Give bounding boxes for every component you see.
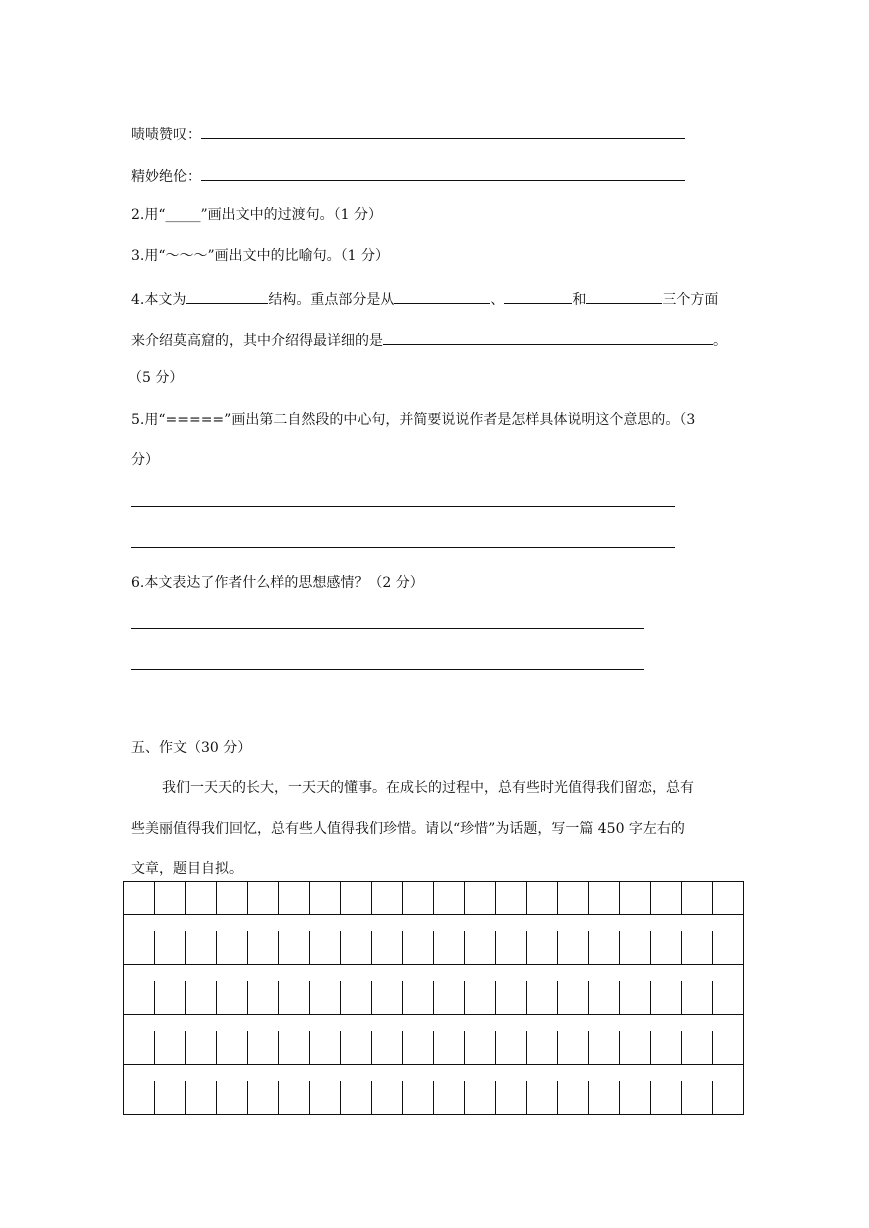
grid-cell[interactable] [496, 882, 527, 914]
grid-cell[interactable] [155, 981, 186, 1014]
grid-row-gap [123, 965, 744, 981]
grid-cell[interactable] [279, 931, 310, 964]
answer-line[interactable] [131, 506, 675, 507]
question-5-line-2: 分） [131, 452, 159, 468]
answer-blank[interactable] [383, 328, 713, 345]
grid-cell[interactable] [465, 882, 496, 914]
grid-cell[interactable] [589, 882, 620, 914]
grid-cell[interactable] [403, 931, 434, 964]
grid-cell[interactable] [465, 931, 496, 964]
grid-cell[interactable] [496, 1031, 527, 1064]
grid-cell[interactable] [217, 882, 248, 914]
question-text: 结构。重点部分是从 [268, 292, 395, 308]
grid-row [123, 981, 744, 1015]
grid-cell[interactable] [558, 1081, 589, 1114]
grid-row-gap [123, 1065, 744, 1081]
grid-cell[interactable] [186, 981, 217, 1014]
grid-cell[interactable] [682, 1031, 713, 1064]
grid-cell[interactable] [403, 981, 434, 1014]
composition-grid[interactable] [123, 881, 744, 1115]
grid-cell[interactable] [620, 931, 651, 964]
grid-cell[interactable] [124, 981, 155, 1014]
question-text: 4.本文为 [131, 292, 187, 308]
grid-cell[interactable] [279, 1031, 310, 1064]
grid-cell[interactable] [434, 981, 465, 1014]
grid-cell[interactable] [310, 931, 341, 964]
grid-cell[interactable] [620, 1031, 651, 1064]
grid-row-gap [123, 1015, 744, 1031]
grid-cell[interactable] [434, 1031, 465, 1064]
grid-cell[interactable] [248, 981, 279, 1014]
grid-cell[interactable] [682, 1081, 713, 1114]
grid-cell[interactable] [651, 1031, 682, 1064]
grid-cell[interactable] [217, 981, 248, 1014]
grid-cell[interactable] [186, 931, 217, 964]
grid-cell[interactable] [589, 931, 620, 964]
grid-cell[interactable] [248, 882, 279, 914]
grid-cell[interactable] [465, 1081, 496, 1114]
answer-blank[interactable] [201, 122, 685, 139]
grid-cell[interactable] [279, 981, 310, 1014]
grid-cell[interactable] [558, 981, 589, 1014]
grid-cell[interactable] [217, 931, 248, 964]
grid-cell[interactable] [713, 882, 743, 914]
grid-cell[interactable] [465, 1031, 496, 1064]
grid-cell[interactable] [589, 1031, 620, 1064]
question-3: 3.用“～～～”画出文中的比喻句。（1 分） [131, 248, 390, 264]
grid-cell[interactable] [403, 1031, 434, 1064]
question-text: 和 [572, 292, 587, 308]
grid-cell[interactable] [620, 1081, 651, 1114]
grid-cell[interactable] [341, 931, 372, 964]
grid-cell[interactable] [341, 1031, 372, 1064]
grid-cell[interactable] [558, 931, 589, 964]
grid-cell[interactable] [155, 931, 186, 964]
grid-cell[interactable] [434, 931, 465, 964]
grid-cell[interactable] [682, 931, 713, 964]
grid-cell[interactable] [310, 981, 341, 1014]
grid-cell[interactable] [651, 981, 682, 1014]
grid-cell[interactable] [713, 981, 743, 1014]
answer-blank[interactable] [394, 287, 490, 304]
answer-line[interactable] [131, 669, 644, 670]
grid-row [123, 1031, 744, 1065]
grid-cell[interactable] [558, 882, 589, 914]
grid-cell[interactable] [465, 981, 496, 1014]
grid-cell[interactable] [341, 981, 372, 1014]
grid-row [123, 931, 744, 965]
grid-cell[interactable] [434, 1081, 465, 1114]
question-4-score: （5 分） [128, 370, 184, 386]
grid-cell[interactable] [155, 1031, 186, 1064]
grid-cell[interactable] [589, 1081, 620, 1114]
grid-cell[interactable] [713, 1081, 743, 1114]
question-4-line-2 [131, 328, 727, 351]
grid-cell[interactable] [248, 1081, 279, 1114]
question-4-line-1 [131, 287, 718, 310]
grid-cell[interactable] [372, 981, 403, 1014]
grid-cell[interactable] [372, 1081, 403, 1114]
word-explain-2 [131, 164, 685, 187]
grid-cell[interactable] [403, 882, 434, 914]
grid-cell[interactable] [310, 1031, 341, 1064]
grid-cell[interactable] [248, 931, 279, 964]
grid-cell[interactable] [310, 882, 341, 914]
grid-cell[interactable] [620, 882, 651, 914]
answer-line[interactable] [131, 547, 675, 548]
grid-cell[interactable] [372, 931, 403, 964]
grid-cell[interactable] [496, 931, 527, 964]
composition-prompt-line-3: 文章，题目自拟。 [131, 861, 243, 877]
grid-cell[interactable] [341, 882, 372, 914]
composition-heading: 五、作文（30 分） [131, 740, 252, 756]
question-text: 、 [490, 292, 505, 308]
grid-cell[interactable] [372, 882, 403, 914]
question-2: 2.用“_____”画出文中的过渡句。（1 分） [131, 207, 383, 223]
grid-cell[interactable] [372, 1031, 403, 1064]
grid-cell[interactable] [527, 981, 558, 1014]
grid-cell[interactable] [341, 1081, 372, 1114]
grid-cell[interactable] [434, 882, 465, 914]
grid-cell[interactable] [155, 1081, 186, 1114]
grid-cell[interactable] [155, 882, 186, 914]
answer-blank[interactable] [504, 287, 572, 304]
grid-cell[interactable] [124, 931, 155, 964]
question-5-line-1: 5.用“=====”画出第二自然段的中心句，并简要说说作者是怎样具体说明这个意思的。（3 [131, 412, 696, 428]
answer-blank[interactable] [186, 287, 268, 304]
answer-blank[interactable] [586, 287, 662, 304]
word-explain-1 [131, 122, 685, 145]
word-label: 啧啧赞叹： [131, 127, 201, 143]
grid-row [123, 881, 744, 915]
grid-cell[interactable] [620, 981, 651, 1014]
answer-blank[interactable] [201, 164, 685, 181]
word-label: 精妙绝伦： [131, 169, 201, 185]
grid-cell[interactable] [527, 1031, 558, 1064]
grid-cell[interactable] [217, 1031, 248, 1064]
question-text: 。 [713, 333, 727, 349]
grid-cell[interactable] [527, 1081, 558, 1114]
grid-cell[interactable] [403, 1081, 434, 1114]
grid-cell[interactable] [186, 1081, 217, 1114]
grid-cell[interactable] [248, 1031, 279, 1064]
grid-cell[interactable] [682, 981, 713, 1014]
grid-cell[interactable] [651, 931, 682, 964]
grid-cell[interactable] [124, 1031, 155, 1064]
grid-cell[interactable] [496, 981, 527, 1014]
grid-cell[interactable] [527, 931, 558, 964]
grid-cell[interactable] [558, 1031, 589, 1064]
grid-cell[interactable] [186, 1031, 217, 1064]
grid-cell[interactable] [713, 1031, 743, 1064]
grid-cell[interactable] [310, 1081, 341, 1114]
grid-cell[interactable] [496, 1081, 527, 1114]
grid-cell[interactable] [279, 1081, 310, 1114]
grid-cell[interactable] [589, 981, 620, 1014]
composition-prompt-line-2: 些美丽值得我们回忆，总有些人值得我们珍惜。请以“珍惜”为话题，写一篇 450 字左右的 [131, 821, 685, 837]
grid-cell[interactable] [186, 882, 217, 914]
grid-row [123, 1081, 744, 1115]
grid-cell[interactable] [279, 882, 310, 914]
grid-row-gap [123, 915, 744, 931]
question-text: 三个方面 [662, 292, 719, 308]
grid-cell[interactable] [124, 1081, 155, 1114]
answer-line[interactable] [131, 628, 644, 629]
grid-cell[interactable] [713, 931, 743, 964]
grid-cell[interactable] [527, 882, 558, 914]
grid-cell[interactable] [217, 1081, 248, 1114]
grid-cell[interactable] [682, 882, 713, 914]
grid-cell[interactable] [651, 1081, 682, 1114]
question-6: 6.本文表达了作者什么样的思想感情？（2 分） [131, 575, 424, 591]
question-text: 来介绍莫高窟的，其中介绍得最详细的是 [131, 333, 383, 349]
composition-prompt-line-1: 我们一天天的长大，一天天的懂事。在成长的过程中，总有些时光值得我们留恋，总有 [162, 780, 694, 796]
grid-cell[interactable] [124, 882, 155, 914]
grid-cell[interactable] [651, 882, 682, 914]
